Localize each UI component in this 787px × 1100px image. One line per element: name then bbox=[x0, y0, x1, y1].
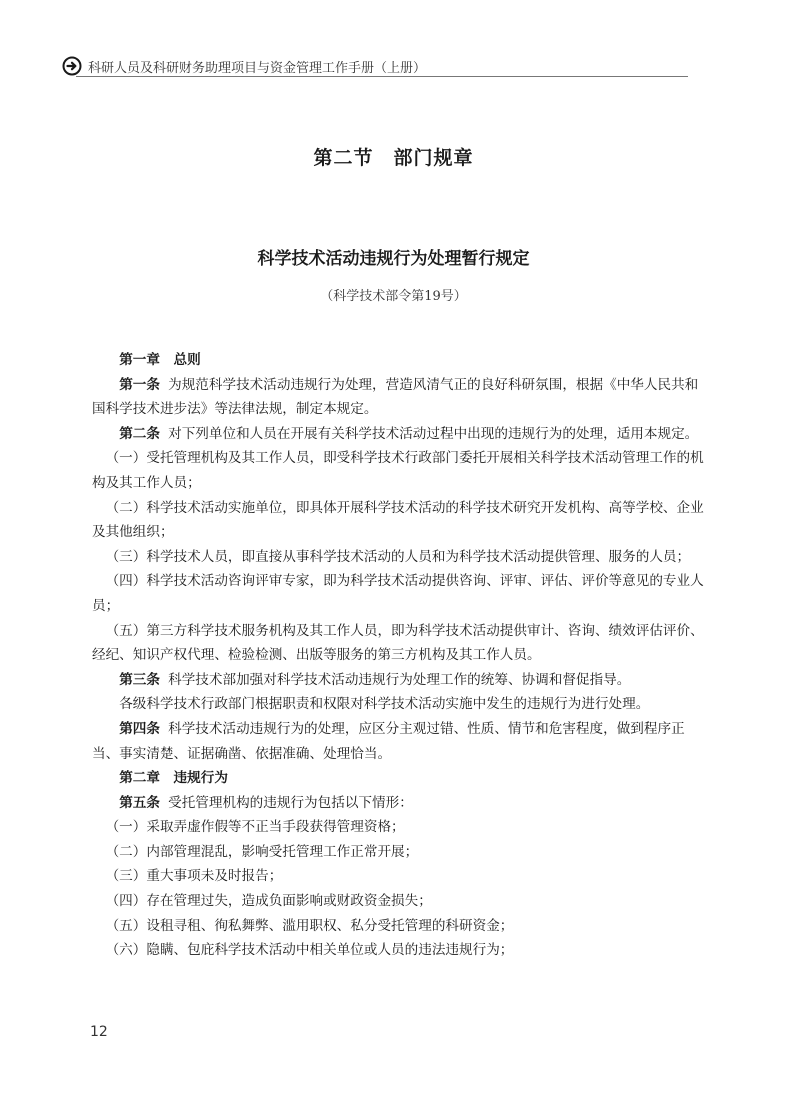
article-paragraph bbox=[92, 422, 704, 447]
document-body bbox=[92, 348, 704, 963]
article-paragraph bbox=[92, 668, 704, 693]
chapter-heading-text: 第二章 违规行为 bbox=[119, 770, 228, 787]
article-number: 第三条 bbox=[119, 671, 160, 688]
document-title: 科学技术活动违规行为处理暂行规定 bbox=[257, 249, 530, 269]
article-text: 受托管理机构的违规行为包括以下情形： bbox=[168, 794, 413, 811]
article-paragraph bbox=[92, 717, 704, 766]
article-paragraph bbox=[92, 791, 704, 816]
article-text: 科学技术活动违规行为的处理，应区分主观过错、性质、情节和危害程度，做到程序正当、事实清楚、证据确凿、依据准确、处理恰当。 bbox=[92, 720, 685, 762]
article-text: 对下列单位和人员在开展有关科学技术活动过程中出现的违规行为的处理，适用本规定。 bbox=[168, 425, 699, 442]
header-rule bbox=[76, 76, 688, 77]
article-paragraph bbox=[92, 373, 704, 422]
list-item: （三）科学技术人员，即直接从事科学技术活动的人员和为科学技术活动提供管理、服务的人员； bbox=[105, 548, 691, 565]
chapter-heading bbox=[92, 348, 704, 373]
list-item: （五）设租寻租、徇私舞弊、滥用职权、私分受托管理的科研资金； bbox=[105, 917, 514, 934]
document-subtitle: （科学技术部令第19号） bbox=[320, 289, 467, 304]
list-item: （一）采取弄虚作假等不正当手段获得管理资格； bbox=[105, 819, 405, 836]
list-item: （四）存在管理过失，造成负面影响或财政资金损失； bbox=[105, 893, 432, 910]
list-item: （五）第三方科学技术服务机构及其工作人员，即为科学技术活动提供审计、咨询、绩效评估评价、经纪、知识产权代理、检验检测、出版等服务的第三方机构及其工作人员。 bbox=[92, 622, 704, 664]
running-header-title: 科研人员及科研财务助理项目与资金管理工作手册（上册） bbox=[88, 60, 427, 76]
chapter-heading bbox=[92, 766, 704, 791]
list-item: （一）受托管理机构及其工作人员，即受科学技术行政部门委托开展相关科学技术活动管理工作的机构及其工作人员； bbox=[92, 450, 704, 491]
section-title: 第二节 部门规章 bbox=[313, 147, 474, 169]
article-text: 为规范科学技术活动违规行为处理，营造风清气正的良好科研氛围，根据《中华人民共和国科学技术进步法》等法律法规，制定本规定。 bbox=[92, 376, 699, 418]
circled-arrow-icon bbox=[62, 56, 82, 76]
running-header bbox=[62, 56, 687, 76]
page-number: 12 bbox=[90, 1024, 108, 1040]
list-item: （四）科学技术活动咨询评审专家，即为科学技术活动提供咨询、评审、评估、评价等意见的专业人员； bbox=[92, 573, 704, 614]
list-item: （二）内部管理混乱，影响受托管理工作正常开展； bbox=[105, 843, 419, 860]
article-number: 第二条 bbox=[119, 425, 160, 442]
article-number: 第四条 bbox=[119, 720, 160, 737]
body-paragraph: 各级科学技术行政部门根据职责和权限对科学技术活动实施中发生的违规行为进行处理。 bbox=[119, 696, 650, 713]
list-item: （六）隐瞒、包庇科学技术活动中相关单位或人员的违法违规行为； bbox=[105, 942, 514, 959]
article-text: 科学技术部加强对科学技术活动违规行为处理工作的统筹、协调和督促指导。 bbox=[168, 671, 631, 688]
article-number: 第一条 bbox=[119, 376, 160, 393]
article-number: 第五条 bbox=[119, 794, 160, 811]
list-item: （二）科学技术活动实施单位，即具体开展科学技术活动的科学技术研究开发机构、高等学校、企业及其他组织； bbox=[92, 499, 704, 541]
list-item: （三）重大事项未及时报告； bbox=[105, 868, 283, 885]
chapter-heading-text: 第一章 总则 bbox=[119, 352, 201, 368]
